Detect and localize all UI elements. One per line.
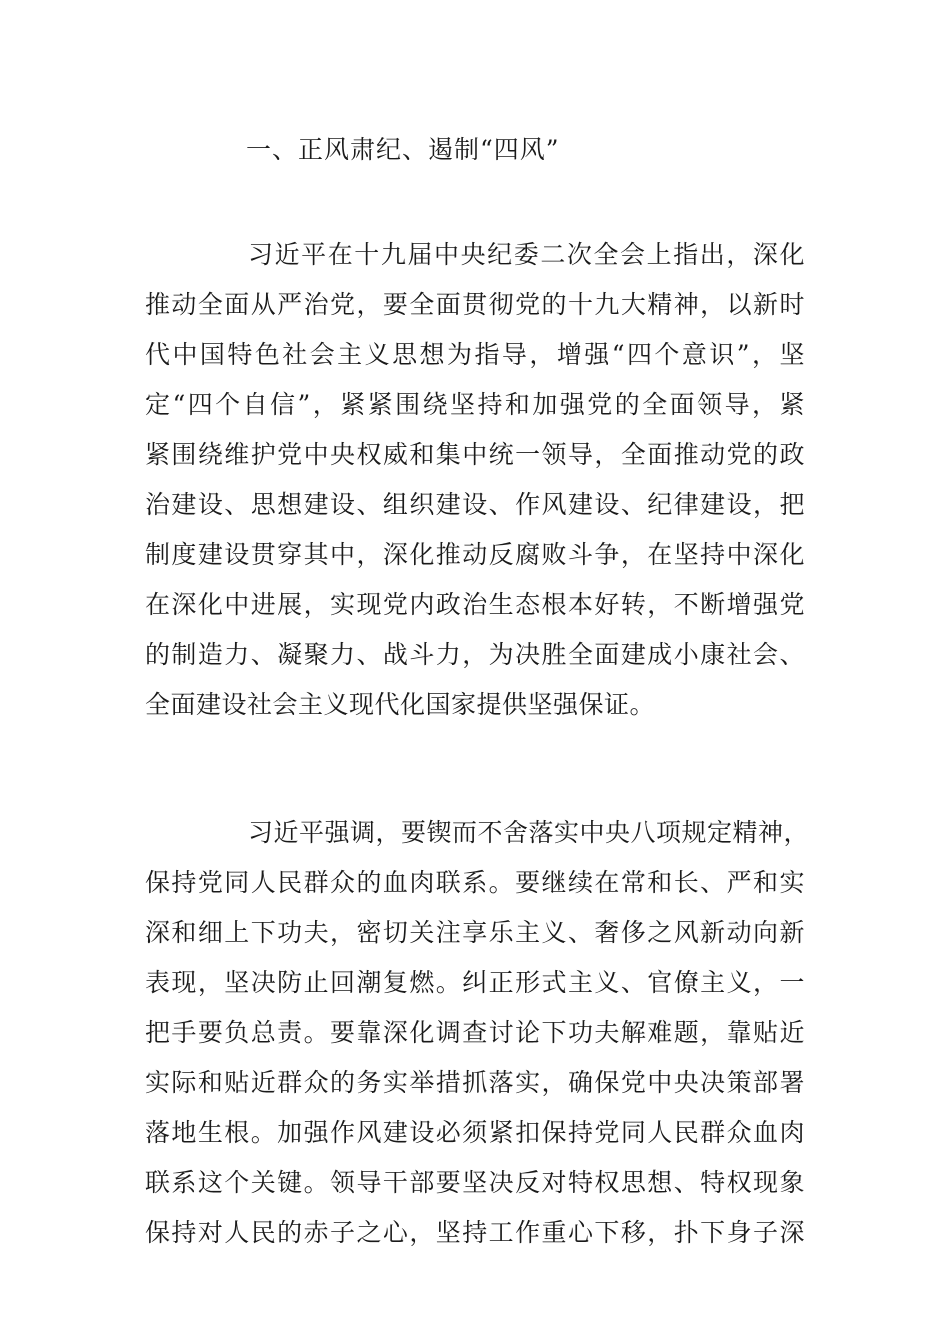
text-line: 保持党同人民群众的血肉联系。要继续在常和长、严和实 (145, 868, 805, 897)
text-line: 落地生根。加强作风建设必须紧扣保持党同人民群众血肉 (145, 1118, 805, 1147)
paragraph-2 (145, 808, 810, 1258)
text-line: 保持对人民的赤子之心，坚持工作重心下移，扑下身子深 (145, 1218, 805, 1247)
text-line: 习近平强调，要锲而不舍落实中央八项规定精神， (248, 818, 810, 847)
paragraph-1 (145, 230, 805, 730)
text-line: 在深化中进展，实现党内政治生态根本好转，不断增强党 (145, 590, 805, 619)
text-line: 深和细上下功夫，密切关注享乐主义、奢侈之风新动向新 (145, 918, 805, 947)
text-line: 全面建设社会主义现代化国家提供坚强保证。 (145, 690, 656, 719)
text-line: 紧围绕维护党中央权威和集中统一领导，全面推动党的政 (145, 440, 805, 469)
text-line: 制度建设贯穿其中，深化推动反腐败斗争，在坚持中深化 (145, 540, 805, 569)
text-line: 习近平在十九届中央纪委二次全会上指出，深化 (248, 240, 805, 269)
text-line: 的制造力、凝聚力、战斗力，为决胜全面建成小康社会、 (145, 640, 805, 669)
text-line: 联系这个关键。领导干部要坚决反对特权思想、特权现象 (145, 1168, 805, 1197)
text-line: 推动全面从严治党，要全面贯彻党的十九大精神，以新时 (145, 290, 805, 319)
text-line: 代中国特色社会主义思想为指导，增强“四个意识”，坚 (145, 340, 805, 369)
text-line: 表现，坚决防止回潮复燃。纠正形式主义、官僚主义，一 (145, 968, 805, 997)
text-line: 实际和贴近群众的务实举措抓落实，确保党中央决策部署 (145, 1068, 805, 1097)
text-line: 治建设、思想建设、组织建设、作风建设、纪律建设，把 (145, 490, 805, 519)
text-line: 把手要负总责。要靠深化调查讨论下功夫解难题，靠贴近 (145, 1018, 805, 1047)
text-line: 定“四个自信”，紧紧围绕坚持和加强党的全面领导，紧 (145, 390, 805, 419)
section-heading: 一、正风肃纪、遏制“四风” (246, 135, 560, 164)
